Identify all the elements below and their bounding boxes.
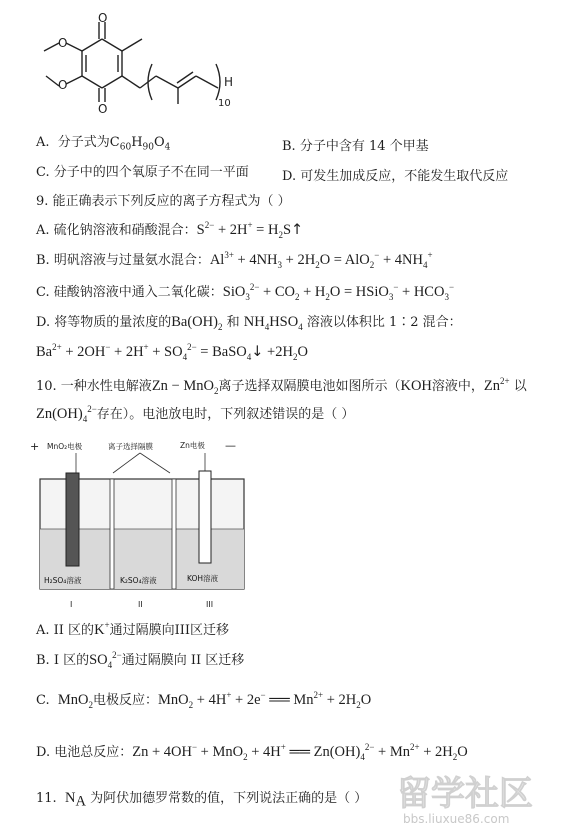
- q9-option-a: A. 硫化钠溶液和硝酸混合：$S^{2-} + 2H^+$ = $H_2S↑$: [36, 220, 304, 240]
- q8-a-sub2: 90: [142, 142, 154, 153]
- region-2-label: II: [138, 600, 143, 609]
- sol3-label: KOH溶液: [187, 574, 219, 583]
- watermark: [395, 765, 560, 829]
- svg-text:O: O: [58, 36, 68, 50]
- membrane-label: 离子选择隔膜: [108, 442, 153, 451]
- plus-terminal: +: [30, 440, 40, 453]
- svg-text:O: O: [98, 102, 108, 114]
- q10-stem-d: 溶液中，: [431, 379, 484, 394]
- watermark-url: bbs.liuxue86.com: [403, 812, 510, 826]
- q11-na: N: [64, 790, 76, 806]
- q9-d-text: D. 将等物质的量浓度的: [36, 315, 172, 330]
- region-3-label: III: [206, 600, 214, 609]
- q9-d-mid: 和: [226, 315, 240, 330]
- q9-option-c: C. 硅酸钠溶液中通入二氧化碳：$SiO_3^{2-} + CO_2 + H_2O$ = HSiO$_3$− + $HCO_3^-$: [36, 282, 455, 302]
- svg-text:O: O: [58, 78, 68, 92]
- mno2-electrode-label: MnO₂电极: [47, 442, 83, 451]
- q8-a-sub3: 4: [164, 142, 171, 153]
- structure-h: H: [224, 75, 234, 89]
- q10-option-c: C. MnO$_2$电极反应：MnO$_2$ + 4H+ + 2e− ══ $Mn^{2+} + 2H_2O$: [36, 690, 372, 710]
- q8-option-b: B. 分子中含有 14 个甲基: [282, 139, 429, 154]
- sol2-label: K₂SO₄溶液: [120, 576, 157, 585]
- q8-a-sub1: 60: [119, 142, 132, 153]
- q10-option-b: B. I 区的$SO_4^{2-}$通过隔膜向 II 区迁移: [36, 650, 245, 670]
- q10-c-mid: 电极反应：: [93, 693, 159, 708]
- q10-option-d: D. 电池总反应：Zn + 4OH− + MnO$_2$ + 4H+ ══ $Zn(OH)_4^{2-} + Mn^{2+} + 2H_2O$: [36, 742, 468, 762]
- q10-stem2-b: 存在）。电池放电时，下列叙述错误的是（ ）: [96, 407, 355, 422]
- battery-diagram: [30, 437, 255, 617]
- q11-na-sub: A: [75, 793, 86, 810]
- q10-stem-line2: $Zn(OH)_4^{2-}$存在）。电池放电时，下列叙述错误的是（ ）: [36, 404, 355, 424]
- zn-electrode-label: Zn电极: [180, 441, 205, 450]
- q8-option-c: C. 分子中的四个氧原子不在同一平面: [36, 165, 249, 180]
- q10-stem-koh: KOH: [400, 378, 432, 394]
- molecule-structure: [32, 6, 272, 114]
- minus-terminal: —: [225, 439, 236, 452]
- q9-stem: 9. 能正确表示下列反应的离子方程式为（ ）: [36, 194, 291, 209]
- q10-d-text: D. 电池总反应：: [36, 745, 133, 760]
- q8-option-a: [36, 135, 170, 151]
- region-1-label: I: [70, 600, 73, 609]
- q9-b-text: B. 明矾溶液与过量氨水混合：: [36, 253, 210, 268]
- sol1-label: H₂SO₄溶液: [44, 576, 82, 585]
- q11-text: 为阿伏加德罗常数的值，下列说法正确的是（ ）: [90, 791, 368, 806]
- q9-a-text: A. 硫化钠溶液和硝酸混合：: [36, 223, 197, 238]
- q11-num: 11.: [36, 791, 57, 806]
- q9-c-text: C. 硅酸钠溶液中通入二氧化碳：: [36, 285, 223, 300]
- q10-a-text: A. II 区的: [36, 623, 95, 638]
- watermark-text: 留学社区: [397, 774, 533, 814]
- q10-stem-b: 离子选择双隔膜电池如图所示（: [218, 379, 401, 394]
- q8-a-end: O: [154, 135, 165, 150]
- q8-a-label: A.: [36, 135, 50, 150]
- q10-a-end: 通过隔膜向III区迁移: [109, 623, 230, 638]
- q9-option-d-equation: $Ba^{2+} + 2OH^- + 2H^+ + SO_4^{2-}$ = BaSO$_4$↓ $+2H_2O$: [36, 342, 308, 362]
- q10-stem-line1: 10. 一种水性电解液Zn − MnO$_2$离子选择双隔膜电池如图所示（KOH溶液中，$Zn^{2+}$ 以: [36, 376, 527, 396]
- q10-stem-a: 10. 一种水性电解液: [36, 379, 152, 394]
- q8-a-mid: H: [131, 135, 143, 150]
- q8-option-d: D. 可发生加成反应，不能发生取代反应: [282, 169, 509, 184]
- q8-a-text: 分子式为C: [57, 135, 120, 150]
- q11-stem: [36, 790, 368, 810]
- q9-option-b: B. 明矾溶液与过量氨水混合：$Al^{3+} + 4NH_3 + 2H_2O = AlO_2^- + 4NH_4^+$: [36, 250, 433, 270]
- structure-n: 10: [218, 98, 231, 109]
- q9-d-end: 溶液以体积比 1∶2 混合：: [306, 315, 462, 330]
- q10-option-a: A. II 区的K+通过隔膜向III区迁移: [36, 620, 230, 638]
- q10-stem-e: 以: [513, 379, 527, 394]
- q10-b-text: B. I 区的: [36, 653, 90, 668]
- q10-b-end: 通过隔膜向 II 区迁移: [121, 653, 245, 668]
- q9-option-d: D. 将等物质的量浓度的$Ba(OH)_2$ 和 $NH_4HSO_4$ 溶液以体积比 1∶2 混合：: [36, 314, 462, 332]
- svg-text:O: O: [98, 11, 108, 25]
- q10-c-text: C.: [36, 693, 50, 708]
